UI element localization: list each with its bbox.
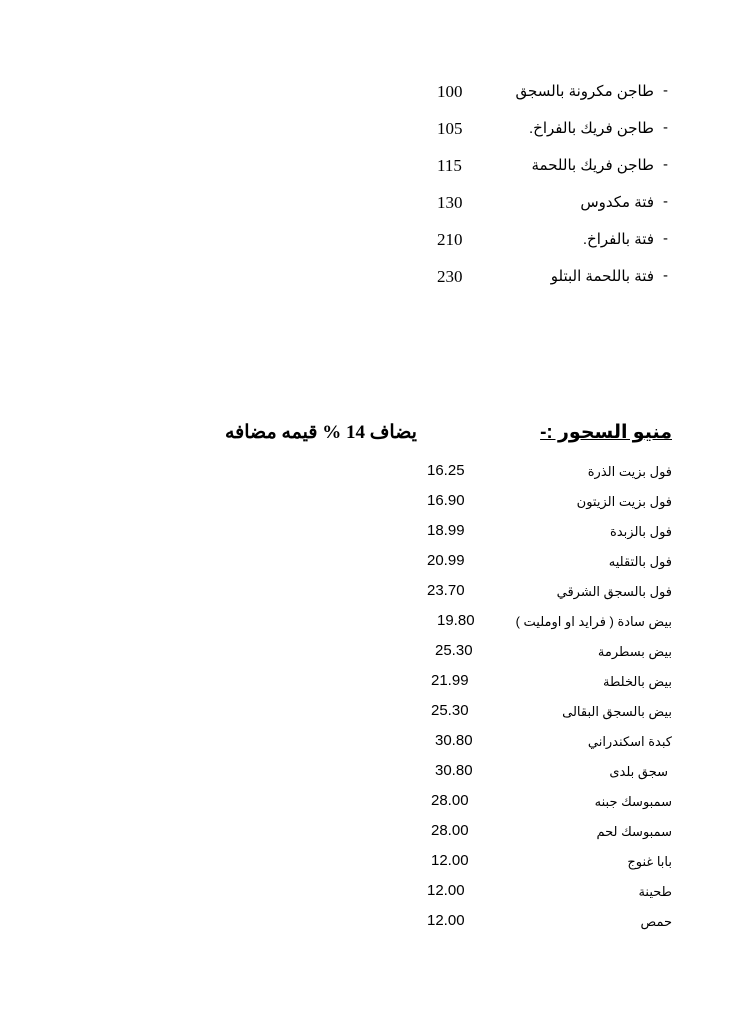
item-name: بابا غنوج [627, 854, 672, 869]
item-name: بيض بالخلطة [603, 674, 672, 689]
vat-note: يضاف 14 % قيمه مضافه [225, 422, 417, 443]
item-price: 16.90 [427, 492, 465, 509]
menu-item [0, 912, 752, 942]
item-name: فتة بالفراخ. [582, 231, 654, 248]
item-price: 100 [437, 82, 463, 101]
item-price: 12.00 [427, 882, 465, 899]
bullet-dash: - [663, 119, 668, 136]
item-name: فول بالتقليه [608, 554, 672, 569]
item-price: 28.00 [431, 792, 469, 809]
item-name: فول بزيت الزيتون [576, 494, 672, 509]
menu-item [0, 672, 752, 702]
item-name: طاجن فريك باللحمة [531, 157, 654, 174]
item-price: 105 [437, 119, 463, 138]
menu-item [0, 882, 752, 912]
item-price: 210 [437, 230, 463, 249]
item-price: 19.80 [437, 612, 475, 629]
bullet-dash: - [663, 193, 668, 210]
menu-item [0, 492, 752, 522]
item-name: فول بزيت الذرة [587, 464, 672, 479]
menu-item [0, 82, 752, 119]
item-price: 23.70 [427, 582, 465, 599]
menu-item [0, 119, 752, 156]
suhoor-menu-list [0, 462, 752, 942]
menu-item [0, 822, 752, 852]
menu-item [0, 156, 752, 193]
item-name: طاجن مكرونة بالسجق [515, 83, 654, 100]
menu-item [0, 642, 752, 672]
item-name: سمبوسك جبنه [594, 794, 672, 809]
item-name: طحينة [638, 884, 672, 899]
bullet-dash: - [663, 82, 668, 99]
bullet-dash: - [663, 156, 668, 173]
menu-item [0, 762, 752, 792]
item-name: حمص [640, 914, 672, 929]
item-price: 12.00 [431, 852, 469, 869]
menu-item [0, 193, 752, 230]
bullet-dash: - [663, 230, 668, 247]
item-price: 130 [437, 193, 463, 212]
item-name: بيض بسطرمة [597, 644, 672, 659]
menu-item [0, 732, 752, 762]
item-name: كبدة اسكندراني [587, 734, 672, 749]
item-price: 25.30 [431, 702, 469, 719]
item-price: 18.99 [427, 522, 465, 539]
menu-item [0, 230, 752, 267]
menu-item [0, 522, 752, 552]
item-name: سجق بلدى [609, 764, 668, 779]
item-name: طاجن فريك بالفراخ. [529, 120, 654, 137]
menu-item [0, 612, 752, 642]
menu-item [0, 462, 752, 492]
item-name: فتة باللحمة البتلو [550, 268, 654, 285]
item-price: 21.99 [431, 672, 469, 689]
item-name: فول بالزبدة [610, 524, 672, 539]
item-price: 115 [437, 156, 462, 175]
menu-item [0, 792, 752, 822]
menu-item [0, 852, 752, 882]
item-name: بيض بالسجق البقالى [562, 704, 672, 719]
menu-item [0, 702, 752, 732]
item-price: 16.25 [427, 462, 465, 479]
item-price: 230 [437, 267, 463, 286]
suhoor-menu-title: منيو السحور :- [540, 422, 672, 443]
item-price: 25.30 [435, 642, 473, 659]
menu-item [0, 552, 752, 582]
item-name: فول بالسجق الشرقي [556, 584, 672, 599]
item-name: سمبوسك لحم [596, 824, 672, 839]
menu-item [0, 267, 752, 304]
item-price: 12.00 [427, 912, 465, 929]
item-name: فتة مكدوس [580, 194, 654, 211]
item-price: 20.99 [427, 552, 465, 569]
bullet-dash: - [663, 267, 668, 284]
item-price: 30.80 [435, 732, 473, 749]
tagine-menu-list [0, 82, 752, 304]
item-price: 30.80 [435, 762, 473, 779]
item-price: 28.00 [431, 822, 469, 839]
menu-item [0, 582, 752, 612]
item-name: بيض سادة ( فرايد او اومليت ) [515, 614, 672, 629]
